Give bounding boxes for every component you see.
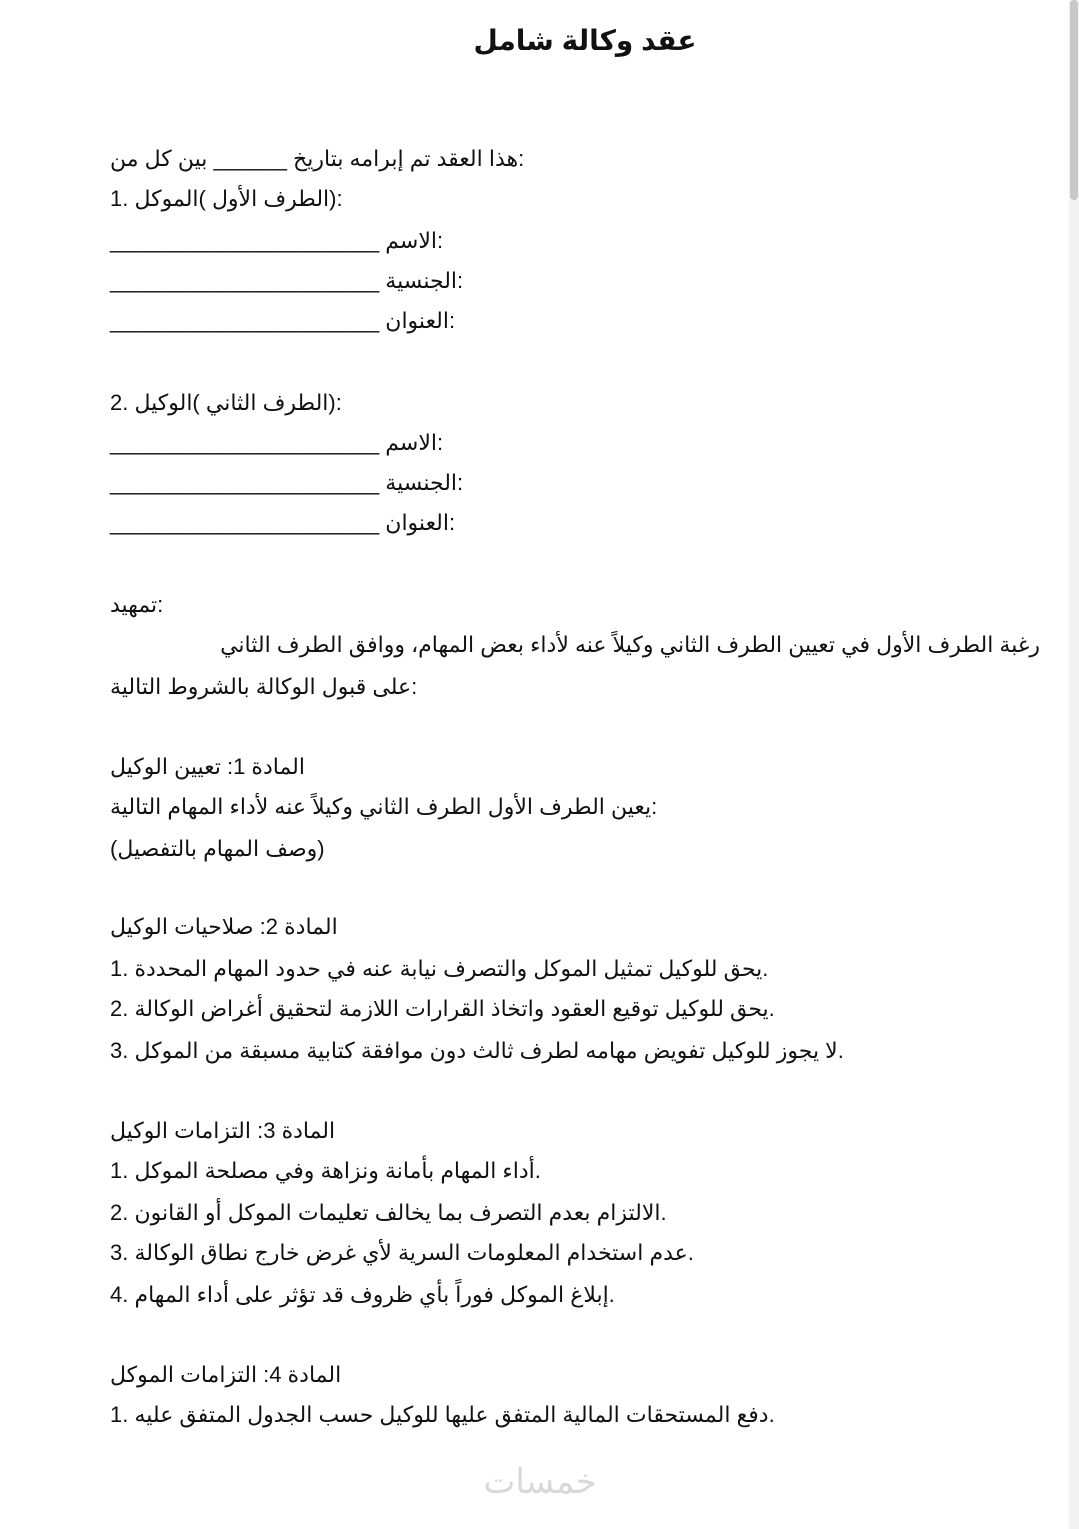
party2-heading: :(الطرف الثاني )الوكيل .2 (110, 390, 342, 415)
party2-address-field: :العنوان ______________________ (110, 510, 456, 535)
article4-item-1: .دفع المستحقات المالية المتفق عليها للوكيل حسب الجدول المتفق عليه .1 (110, 1402, 775, 1427)
preamble-text-line-1: رغبة الطرف الأول في تعيين الطرف الثاني وكيلاً عنه لأداء بعض المهام، ووافق الطرف الثاني (220, 632, 1040, 657)
article3-item-1: .أداء المهام بأمانة ونزاهة وفي مصلحة الموكل .1 (110, 1158, 541, 1183)
article4-heading: المادة 4: التزامات الموكل (110, 1362, 342, 1387)
watermark-logo: خمسات (483, 1462, 597, 1502)
party2-name-field: :الاسم ______________________ (110, 430, 444, 455)
vertical-scrollbar[interactable] (1069, 0, 1079, 1529)
article3-item-2: .الالتزام بعدم التصرف بما يخالف تعليمات الموكل أو القانون .2 (110, 1200, 667, 1225)
preamble-heading: :تمهيد (110, 592, 164, 617)
article1-text-line-1: :يعين الطرف الأول الطرف الثاني وكيلاً عنه لأداء المهام التالية (110, 794, 658, 819)
article3-item-3: .عدم استخدام المعلومات السرية لأي غرض خارج نطاق الوكالة .3 (110, 1240, 694, 1265)
article1-text-line-2: (وصف المهام بالتفصيل) (110, 836, 325, 861)
intro-line: :هذا العقد تم إبرامه بتاريخ ______ بين كل من (110, 146, 525, 171)
document-title: عقد وكالة شامل (473, 25, 697, 56)
article1-heading: المادة 1: تعيين الوكيل (110, 754, 305, 779)
article2-item-3: .لا يجوز للوكيل تفويض مهامه لطرف ثالث دون موافقة كتابية مسبقة من الموكل .3 (110, 1038, 844, 1063)
article2-item-1: .يحق للوكيل تمثيل الموكل والتصرف نيابة عنه في حدود المهام المحددة .1 (110, 956, 769, 981)
preamble-text-line-2: :على قبول الوكالة بالشروط التالية (110, 674, 418, 699)
party2-nationality-field: :الجنسية ______________________ (110, 470, 464, 495)
party1-nationality-field: :الجنسية ______________________ (110, 268, 464, 293)
party1-address-field: :العنوان ______________________ (110, 308, 456, 333)
article3-item-4: .إبلاغ الموكل فوراً بأي ظروف قد تؤثر على أداء المهام .4 (110, 1282, 615, 1307)
party1-name-field: :الاسم ______________________ (110, 228, 444, 253)
article2-item-2: .يحق للوكيل توقيع العقود واتخاذ القرارات اللازمة لتحقيق أغراض الوكالة .2 (110, 996, 775, 1021)
party1-heading: :(الطرف الأول )الموكل .1 (110, 186, 343, 211)
article2-heading: المادة 2: صلاحيات الوكيل (110, 914, 338, 939)
scrollbar-thumb[interactable] (1070, 0, 1078, 200)
article3-heading: المادة 3: التزامات الوكيل (110, 1118, 336, 1143)
